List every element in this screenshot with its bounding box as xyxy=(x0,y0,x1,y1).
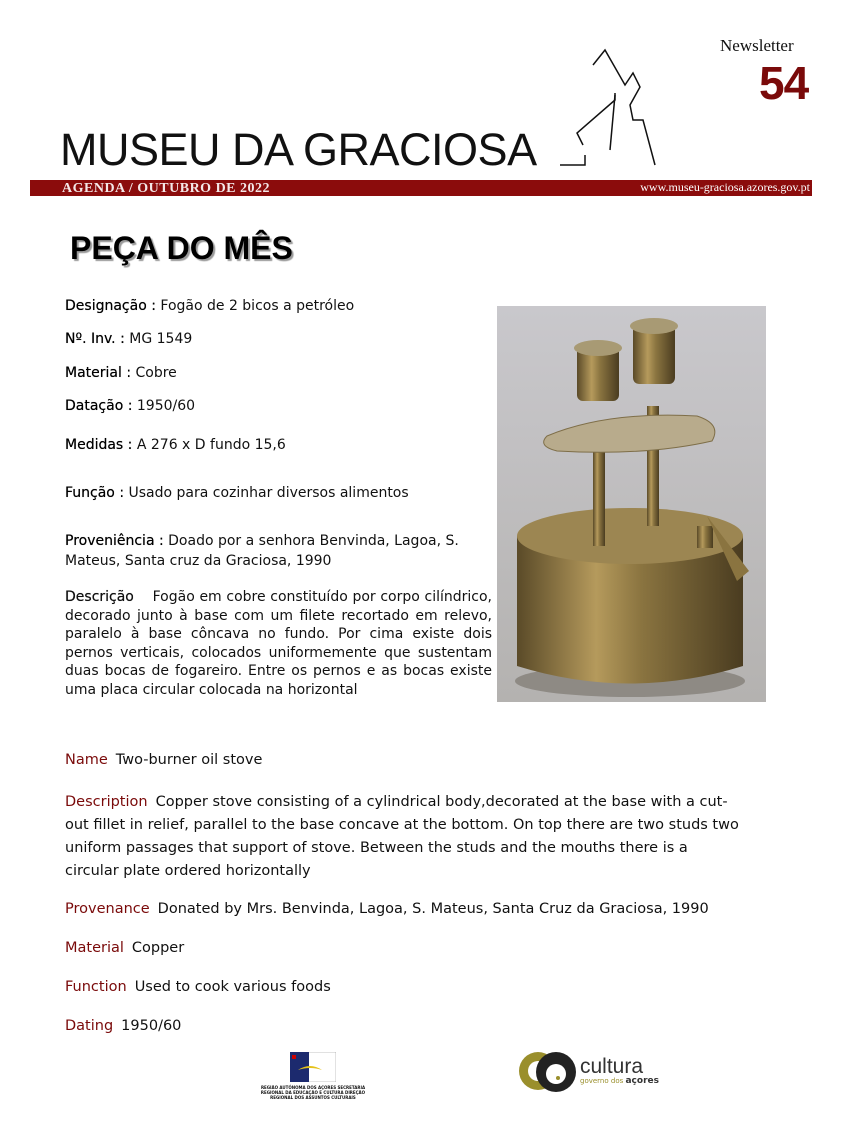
cultura-sub-2: açores xyxy=(625,1075,659,1086)
field-material-en xyxy=(65,937,765,960)
field-inventory xyxy=(65,329,490,349)
field-material xyxy=(65,363,490,383)
website-link[interactable]: www.museu-graciosa.azores.gov.pt xyxy=(640,180,810,194)
field-label: Function xyxy=(65,979,127,995)
field-label: Provenance xyxy=(65,901,150,917)
field-label: Designação : xyxy=(65,298,156,314)
cultura-mark-icon xyxy=(518,1048,580,1094)
museum-name: MUSEU DA GRACIOSA xyxy=(60,124,537,175)
field-label: Nº. Inv. : xyxy=(65,331,125,347)
issue-number: 54 xyxy=(759,57,809,109)
windmill-logo-icon xyxy=(555,45,685,170)
field-label: Proveniência : xyxy=(65,533,164,549)
field-dating-en xyxy=(65,1015,765,1038)
field-value: Cobre xyxy=(135,365,177,381)
newsletter-label: Newsletter xyxy=(720,36,794,55)
field-label: Material xyxy=(65,940,124,956)
stove-photo xyxy=(497,306,766,702)
field-value: Used to cook various foods xyxy=(134,979,331,995)
field-provenance-en xyxy=(65,898,765,921)
cultura-logo-text: cultura xyxy=(580,1054,644,1078)
field-label: Description xyxy=(65,794,148,810)
description-pt xyxy=(65,588,492,699)
field-label: Name xyxy=(65,752,108,768)
azores-flag-icon xyxy=(290,1052,336,1082)
field-function-en xyxy=(65,976,765,999)
field-value: 1950/60 xyxy=(136,398,196,414)
field-label: Medidas : xyxy=(65,437,133,453)
field-value: Fogão em cobre constituído por corpo cilíndrico, decorado junto à base com um filete recortado em relevo, paralelo à base côncava no fundo. Por cima existe dois pernos verticais, colocados uniformemente que sustentam duas bocas de fogareiro. Entre os pernos e as bocas existe uma placa circular colocada na horizontal xyxy=(65,589,492,698)
field-label: Datação : xyxy=(65,398,133,414)
field-name-en xyxy=(65,749,765,772)
cultura-logo xyxy=(518,1048,659,1094)
field-value: Usado para cozinhar diversos alimentos xyxy=(128,485,409,501)
field-value: Two-burner oil stove xyxy=(115,752,263,768)
field-value: 1950/60 xyxy=(121,1018,182,1034)
field-measures xyxy=(65,435,490,455)
field-value: Doado por a senhora Benvinda, Lagoa, S. Mateus, Santa cruz da Graciosa, 1990 xyxy=(65,533,459,569)
field-label: Dating xyxy=(65,1018,114,1034)
page-title: PEÇA DO MÊS xyxy=(70,230,293,266)
field-value: Copper xyxy=(131,940,185,956)
field-value: Fogão de 2 bicos a petróleo xyxy=(160,298,355,314)
region-logo-text: REGIÃO AUTÓNOMA DOS AÇORES SECRETARIA REGIONAL DA EDUCAÇÃO E CULTURA DIREÇÃO REGIONAL DOS ASSUNTOS CULTURAIS xyxy=(260,1085,366,1100)
field-provenance xyxy=(65,531,490,571)
field-label: Função : xyxy=(65,485,125,501)
field-value: Copper stove consisting of a cylindrical body,decorated at the base with a cut-out fillet in relief, parallel to the base concave at the bottom. On top there are two studs two uniform passages that support of stove. Between the studs and the mouths there is a circular plate ordered horizontally xyxy=(65,794,739,879)
cultura-sub-1: governo dos xyxy=(580,1076,624,1085)
field-value: Donated by Mrs. Benvinda, Lagoa, S. Mateus, Santa Cruz da Graciosa, 1990 xyxy=(157,901,709,917)
agenda-date: AGENDA / OUTUBRO DE 2022 xyxy=(62,181,271,196)
field-label: Descrição xyxy=(65,589,134,605)
field-dating xyxy=(65,396,490,416)
field-value: MG 1549 xyxy=(129,331,193,347)
field-designation xyxy=(65,296,490,316)
field-function xyxy=(65,483,490,503)
field-label: Material : xyxy=(65,365,132,381)
field-description-en xyxy=(65,791,745,883)
azores-region-logo xyxy=(258,1052,368,1100)
field-value: A 276 x D fundo 15,6 xyxy=(136,437,286,453)
